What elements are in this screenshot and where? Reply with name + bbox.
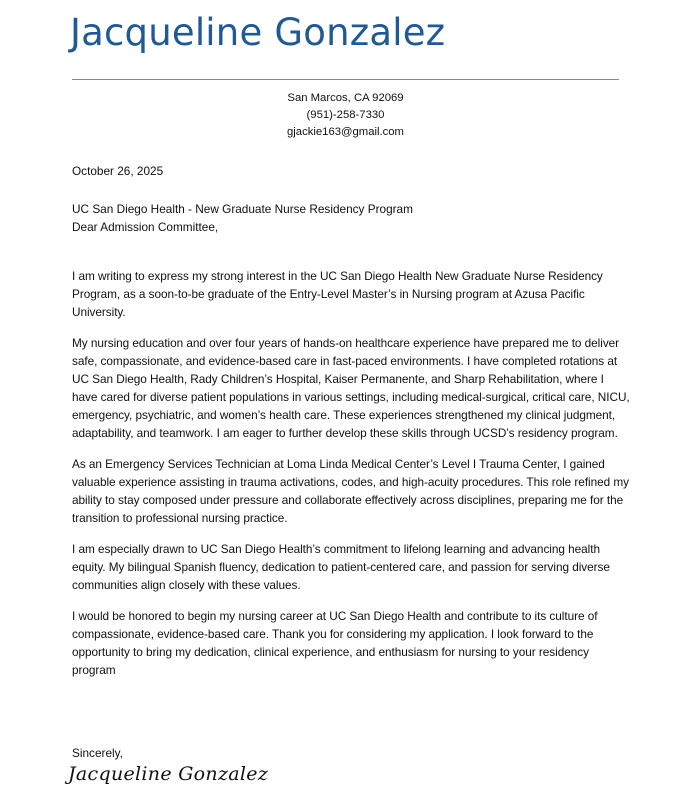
contact-block — [72, 90, 619, 141]
applicant-name: Jacqueline Gonzalez — [70, 11, 446, 54]
signature: Jacqueline Gonzalez — [68, 763, 269, 785]
letter-body — [72, 267, 632, 691]
letter-date: October 26, 2025 — [72, 164, 164, 178]
contact-phone: (951)-258-7330 — [306, 109, 385, 121]
addressee-block — [72, 200, 632, 236]
salutation: Dear Admission Committee, — [72, 220, 219, 235]
body-paragraph: I am especially drawn to UC San Diego Health’s commitment to lifelong learning and advancing health equity. My bilingual Spanish fluency, dedication to patient-centered care, and passion for serving diverse communities align closely with these values. — [72, 541, 610, 592]
body-paragraph: As an Emergency Services Technician at Loma Linda Medical Center’s Level I Trauma Center, I gained valuable experience assisting in trauma activations, codes, and high-acuity procedures. This role refined my ability to stay composed under pressure and collaborate effectively across disciplines, preparing me for the transition to professional nursing practice. — [72, 456, 629, 526]
contact-address: San Marcos, CA 92069 — [287, 92, 404, 104]
closing-line: Sincerely, — [72, 746, 123, 760]
body-paragraph: I would be honored to begin my nursing career at UC San Diego Health and contribute to its culture of compassionate, evidence-based care. Thank you for considering my application. I look forward to the opportunity to bring my dedication, clinical experience, and enthusiasm for nursing to your residency program — [72, 608, 598, 677]
header-divider — [72, 79, 619, 80]
recipient-line: UC San Diego Health - New Graduate Nurse Residency Program — [72, 202, 413, 216]
body-paragraph: My nursing education and over four years of hands-on healthcare experience have prepared me to deliver safe, compassionate, and evidence-based care in fast-paced environments. I have completed rotations at UC San Diego Health, Rady Children’s Hospital, Kaiser Permanente, and Sharp Rehabilitation, where I have cared for diverse patient populations in various settings, including medical-surgical, critical care, NICU, emergency, psychiatric, and women’s health care. These experiences strengthened my clinical judgment, adaptability, and teamwork. I am eager to further develop these skills through UCSD’s residency program. — [72, 335, 630, 441]
body-paragraph: I am writing to express my strong interest in the UC San Diego Health New Graduate Nurse Residency Program, as a soon-to-be graduate of the Entry-Level Master’s in Nursing program at Azusa Pacific University. — [72, 269, 603, 320]
contact-email: gjackie163@gmail.com — [287, 126, 404, 138]
